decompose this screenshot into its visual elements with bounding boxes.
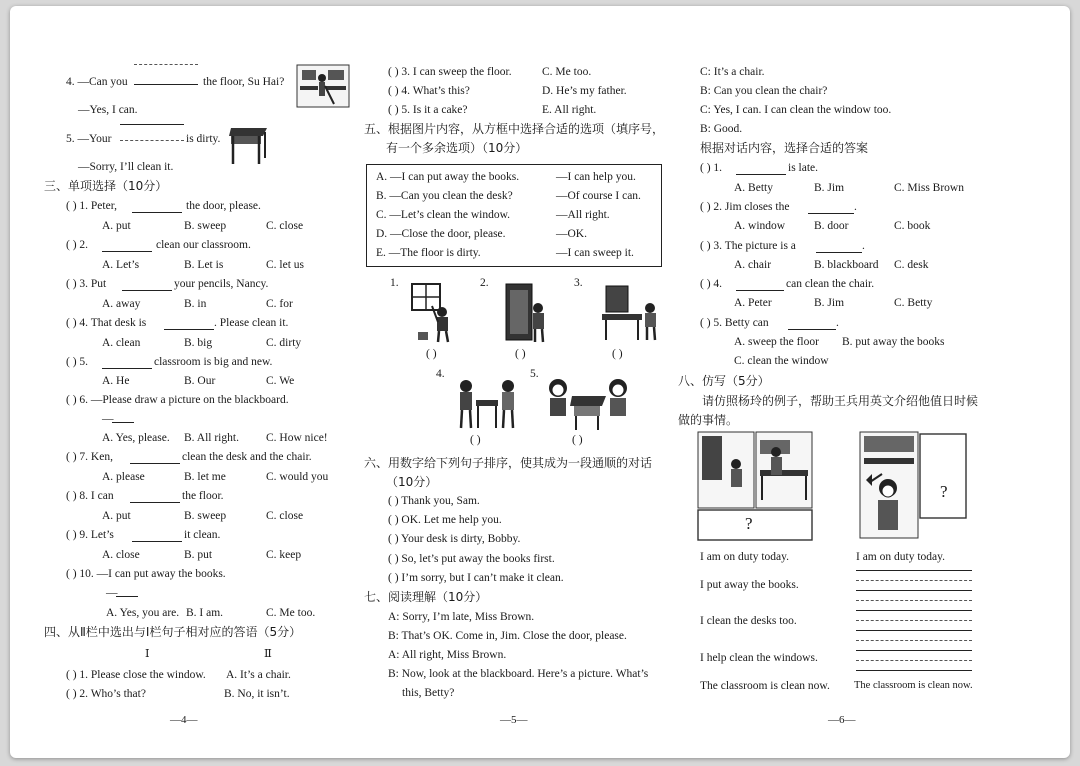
rc-3-opt-a: A. chair (734, 259, 772, 271)
dialogue-5: this, Betty? (402, 687, 455, 699)
q4-blank-1 (134, 64, 198, 65)
kids-books-image (544, 376, 634, 432)
mc-10-blank (116, 596, 138, 597)
column-ii-label: Ⅱ (264, 648, 272, 660)
q5-text-b: is dirty. (186, 133, 221, 145)
pic-num-2: 2. (480, 277, 489, 289)
dialogue-3: A: All right, Miss Brown. (388, 649, 507, 661)
rc-1-opt-b: B. Jim (814, 182, 845, 194)
rc-4-opt-a: A. Peter (734, 297, 772, 309)
dialogue-2: B: That’s OK. Come in, Jim. Close the door, please. (388, 630, 627, 642)
rc-2-opt-c: C. book (894, 220, 931, 232)
section6-title: 六、用数字给下列句子排序，使其成为一段通顺的对话 (364, 456, 653, 470)
mc-2-blank (102, 251, 152, 252)
rc-5-opt-b: B. put away the books (842, 336, 945, 348)
match-1-q: ( ) 1. Please close the window. (66, 669, 206, 681)
mc-8-blank (130, 502, 180, 503)
dialogue-9: B: Good. (700, 123, 743, 135)
match-2-a: B. No, it isn’t. (224, 688, 290, 700)
rc-5-a: ( ) 5. Betty can (700, 317, 769, 329)
dialogue-4: B: Now, look at the blackboard. Here’s a picture. What’s (388, 668, 649, 680)
q5-blank-2 (120, 140, 184, 141)
mc-10-opt-b: B. I am. (186, 607, 224, 619)
dialogue-7: B: Can you clean the chair? (700, 85, 828, 97)
mc-3-opt-a: A. away (102, 298, 141, 310)
mc-3-a: ( ) 3. Put (66, 278, 107, 290)
order-3: ( ) Your desk is dirty, Bobby. (388, 533, 521, 545)
mc-6-a: ( ) 6. —Please draw a picture on the blackboard. (66, 394, 289, 406)
q4-blank-2 (134, 84, 198, 85)
section5-title: 五、根据图片内容，从方框中选择合适的选项（填序号， (364, 122, 665, 136)
mc-5-a: ( ) 5. (66, 356, 89, 368)
mc-6-opt-a: A. Yes, please. (102, 432, 170, 444)
mc-4-opt-a: A. clean (102, 337, 141, 349)
rc-2-b: . (854, 201, 857, 213)
match-1-a: A. It’s a chair. (226, 669, 291, 681)
rc-1-opt-a: A. Betty (734, 182, 773, 194)
example-line-1: I am on duty today. (700, 551, 790, 563)
mc-7-opt-b: B. let me (184, 471, 226, 483)
mc-4-opt-c: C. dirty (266, 337, 302, 349)
mc-5-opt-b: B. Our (184, 375, 216, 387)
q5-text-a: 5. —Your (66, 133, 112, 145)
write-line-1[interactable] (856, 570, 972, 571)
box-right-3: —All right. (556, 209, 610, 221)
two-kids-desk-image (450, 376, 522, 432)
mc-9-blank (132, 541, 182, 542)
order-4: ( ) So, let’s put away the books first. (388, 553, 555, 565)
rc-5-b: . (836, 317, 839, 329)
rc-2-opt-b: B. door (814, 220, 849, 232)
mc-4-blank (164, 329, 214, 330)
pic-num-3: 3. (574, 277, 583, 289)
rc-2-blank (808, 213, 854, 214)
rc-5-opt-c: C. clean the window (734, 355, 829, 367)
page-number-4: —4— (170, 714, 198, 726)
page-number-5: —5— (500, 714, 528, 726)
write-line-4[interactable] (856, 600, 972, 601)
mc-2-opt-a: A. Let’s (102, 259, 140, 271)
match-5-a: E. All right. (542, 104, 597, 116)
write-line-5[interactable] (856, 610, 972, 611)
box-right-4: —OK. (556, 228, 587, 240)
box-right-1: —I can help you. (556, 171, 636, 183)
pic-num-1: 1. (390, 277, 399, 289)
section8-instruction-1: 请仿照杨玲的例子，帮助王兵用英文介绍他值日时候 (702, 394, 979, 408)
mc-5-blank (102, 368, 152, 369)
write-line-2[interactable] (856, 580, 972, 581)
mc-4-opt-b: B. big (184, 337, 213, 349)
mc-10-opt-a: A. Yes, you are. (106, 607, 180, 619)
rc-1-a: ( ) 1. (700, 162, 723, 174)
mc-10-opt-c: C. Me too. (266, 607, 316, 619)
section4-title: 四、从Ⅱ栏中选出与Ⅰ栏句子相对应的答语（5分） (44, 625, 302, 639)
rc-4-blank (736, 290, 784, 291)
mc-2-b: clean our classroom. (156, 239, 251, 251)
desk-image (227, 120, 271, 166)
rc-2-opt-a: A. window (734, 220, 786, 232)
pic-answer-4: ( ) (470, 434, 481, 446)
mc-7-b: clean the desk and the chair. (182, 451, 312, 463)
mc-7-opt-a: A. please (102, 471, 145, 483)
mc-7-blank (130, 463, 180, 464)
mc-3-opt-c: C. for (266, 298, 293, 310)
match-2-q: ( ) 2. Who’s that? (66, 688, 146, 700)
mc-8-opt-c: C. close (266, 510, 304, 522)
mc-9-opt-a: A. close (102, 549, 140, 561)
write-line-3[interactable] (856, 590, 972, 591)
mc-4-b: . Please clean it. (214, 317, 289, 329)
section7-title: 七、阅读理解（10分） (364, 590, 488, 604)
pic-num-5: 5. (530, 368, 539, 380)
mc-2-a: ( ) 2. (66, 239, 89, 251)
write-line-9[interactable] (856, 650, 972, 651)
q4-answer: —Yes, I can. (78, 104, 138, 116)
mc-8-b: the floor. (182, 490, 224, 502)
rc-1-b: is late. (788, 162, 819, 174)
mc-1-opt-a: A. put (102, 220, 131, 232)
order-1: ( ) Thank you, Sam. (388, 495, 480, 507)
mc-6-dash: — (102, 413, 114, 425)
mc-8-opt-a: A. put (102, 510, 131, 522)
rc-4-a: ( ) 4. (700, 278, 723, 290)
mc-9-opt-c: C. keep (266, 549, 302, 561)
q5-blank-1 (120, 124, 184, 125)
mc-9-opt-b: B. put (184, 549, 213, 561)
cabinet-image (502, 282, 550, 344)
mc-3-b: your pencils, Nancy. (174, 278, 269, 290)
mc-9-b: it clean. (184, 529, 221, 541)
rc-1-blank (736, 174, 786, 175)
box-right-5: —I can sweep it. (556, 247, 634, 259)
match-4-a: D. He’s my father. (542, 85, 627, 97)
mc-5-b: classroom is big and new. (154, 356, 273, 368)
wang-bing-duty-image (858, 430, 970, 542)
q5-answer: —Sorry, I’ll clean it. (78, 161, 174, 173)
mc-5-opt-a: A. He (102, 375, 130, 387)
mc-5-opt-c: C. We (266, 375, 295, 387)
mc-2-opt-b: B. Let is (184, 259, 224, 271)
q4-text-b: the floor, Su Hai? (203, 76, 285, 88)
rc-4-opt-c: C. Betty (894, 297, 933, 309)
write-line-8[interactable] (856, 640, 972, 641)
reading-instruction: 根据对话内容，选择合适的答案 (700, 141, 869, 155)
example-question-mark: ? (745, 514, 753, 533)
dialogue-1: A: Sorry, I’m late, Miss Brown. (388, 611, 535, 623)
mc-10-a: ( ) 10. —I can put away the books. (66, 568, 226, 580)
pic-answer-3: ( ) (612, 348, 623, 360)
write-head: I am on duty today. (856, 551, 946, 563)
pic-answer-2: ( ) (515, 348, 526, 360)
rc-5-opt-a: A. sweep the floor (734, 336, 819, 348)
example-line-3: I clean the desks too. (700, 615, 797, 627)
page-number-6: —6— (828, 714, 856, 726)
rc-3-opt-b: B. blackboard (814, 259, 879, 271)
dialogue-6: C: It’s a chair. (700, 66, 765, 78)
q4-text-a: 4. —Can you (66, 76, 128, 88)
rc-1-opt-c: C. Miss Brown (894, 182, 964, 194)
section6-title-2: （10分） (386, 475, 438, 489)
mc-8-a: ( ) 8. I can (66, 490, 114, 502)
order-2: ( ) OK. Let me help you. (388, 514, 502, 526)
rc-3-b: . (862, 240, 865, 252)
yang-ling-duty-image (696, 430, 816, 542)
write-line-7[interactable] (856, 630, 972, 631)
mc-9-a: ( ) 9. Let’s (66, 529, 114, 541)
rc-3-blank (816, 252, 862, 253)
pic-answer-5: ( ) (572, 434, 583, 446)
desk-study-image (600, 282, 660, 344)
rc-3-a: ( ) 3. The picture is a (700, 240, 796, 252)
mc-6-opt-b: B. All right. (184, 432, 239, 444)
write-line-10[interactable] (856, 660, 972, 661)
sweeping-image (296, 64, 350, 108)
match-4-q: ( ) 4. What’s this? (388, 85, 470, 97)
section5-title-2: 有一个多余选项）（10分） (386, 141, 528, 155)
mc-1-blank (132, 212, 182, 213)
order-5: ( ) I’m sorry, but I can’t make it clean. (388, 572, 564, 584)
mc-6-blank (112, 422, 134, 423)
write-line-11[interactable] (856, 670, 972, 671)
mc-1-b: the door, please. (186, 200, 261, 212)
mc-3-blank (122, 290, 172, 291)
mc-2-opt-c: C. let us (266, 259, 305, 271)
mc-1-opt-c: C. close (266, 220, 304, 232)
mc-4-a: ( ) 4. That desk is (66, 317, 147, 329)
exam-sheet (10, 6, 1070, 758)
rc-4-b: can clean the chair. (786, 278, 875, 290)
mc-7-a: ( ) 7. Ken, (66, 451, 113, 463)
dialogue-8: C: Yes, I can. I can clean the window too. (700, 104, 892, 116)
mc-3-opt-b: B. in (184, 298, 207, 310)
rc-2-a: ( ) 2. Jim closes the (700, 201, 790, 213)
match-3-a: C. Me too. (542, 66, 592, 78)
example-line-4: I help clean the windows. (700, 652, 818, 664)
section8-title: 八、仿写（5分） (678, 374, 770, 388)
match-5-q: ( ) 5. Is it a cake? (388, 104, 468, 116)
mc-1-opt-b: B. sweep (184, 220, 227, 232)
pic-answer-1: ( ) (426, 348, 437, 360)
box-left-e: E. —The floor is dirty. (376, 247, 481, 259)
example-line-5: The classroom is clean now. (700, 680, 830, 692)
pic-num-4: 4. (436, 368, 445, 380)
match-3-q: ( ) 3. I can sweep the floor. (388, 66, 512, 78)
rc-5-blank (788, 329, 836, 330)
cleaning-window-image (408, 282, 458, 344)
write-tail: The classroom is clean now. (854, 680, 973, 691)
box-left-d: D. —Close the door, please. (376, 228, 506, 240)
mc-8-opt-b: B. sweep (184, 510, 227, 522)
rc-3-opt-c: C. desk (894, 259, 929, 271)
box-left-a: A. —I can put away the books. (376, 171, 520, 183)
column-i-label: Ⅰ (145, 648, 150, 660)
write-line-6[interactable] (856, 620, 972, 621)
box-right-2: —Of course I can. (556, 190, 641, 202)
section3-title: 三、单项选择（10分） (44, 179, 168, 193)
mc-10-dash: — (106, 587, 118, 599)
wangbing-question-mark: ? (940, 482, 948, 501)
example-line-2: I put away the books. (700, 579, 799, 591)
mc-7-opt-c: C. would you (266, 471, 329, 483)
mc-1-a: ( ) 1. Peter, (66, 200, 117, 212)
mc-6-opt-c: C. How nice! (266, 432, 328, 444)
box-left-b: B. —Can you clean the desk? (376, 190, 513, 202)
box-left-c: C. —Let’s clean the window. (376, 209, 511, 221)
rc-4-opt-b: B. Jim (814, 297, 845, 309)
section8-instruction-2: 做的事情。 (678, 413, 739, 427)
